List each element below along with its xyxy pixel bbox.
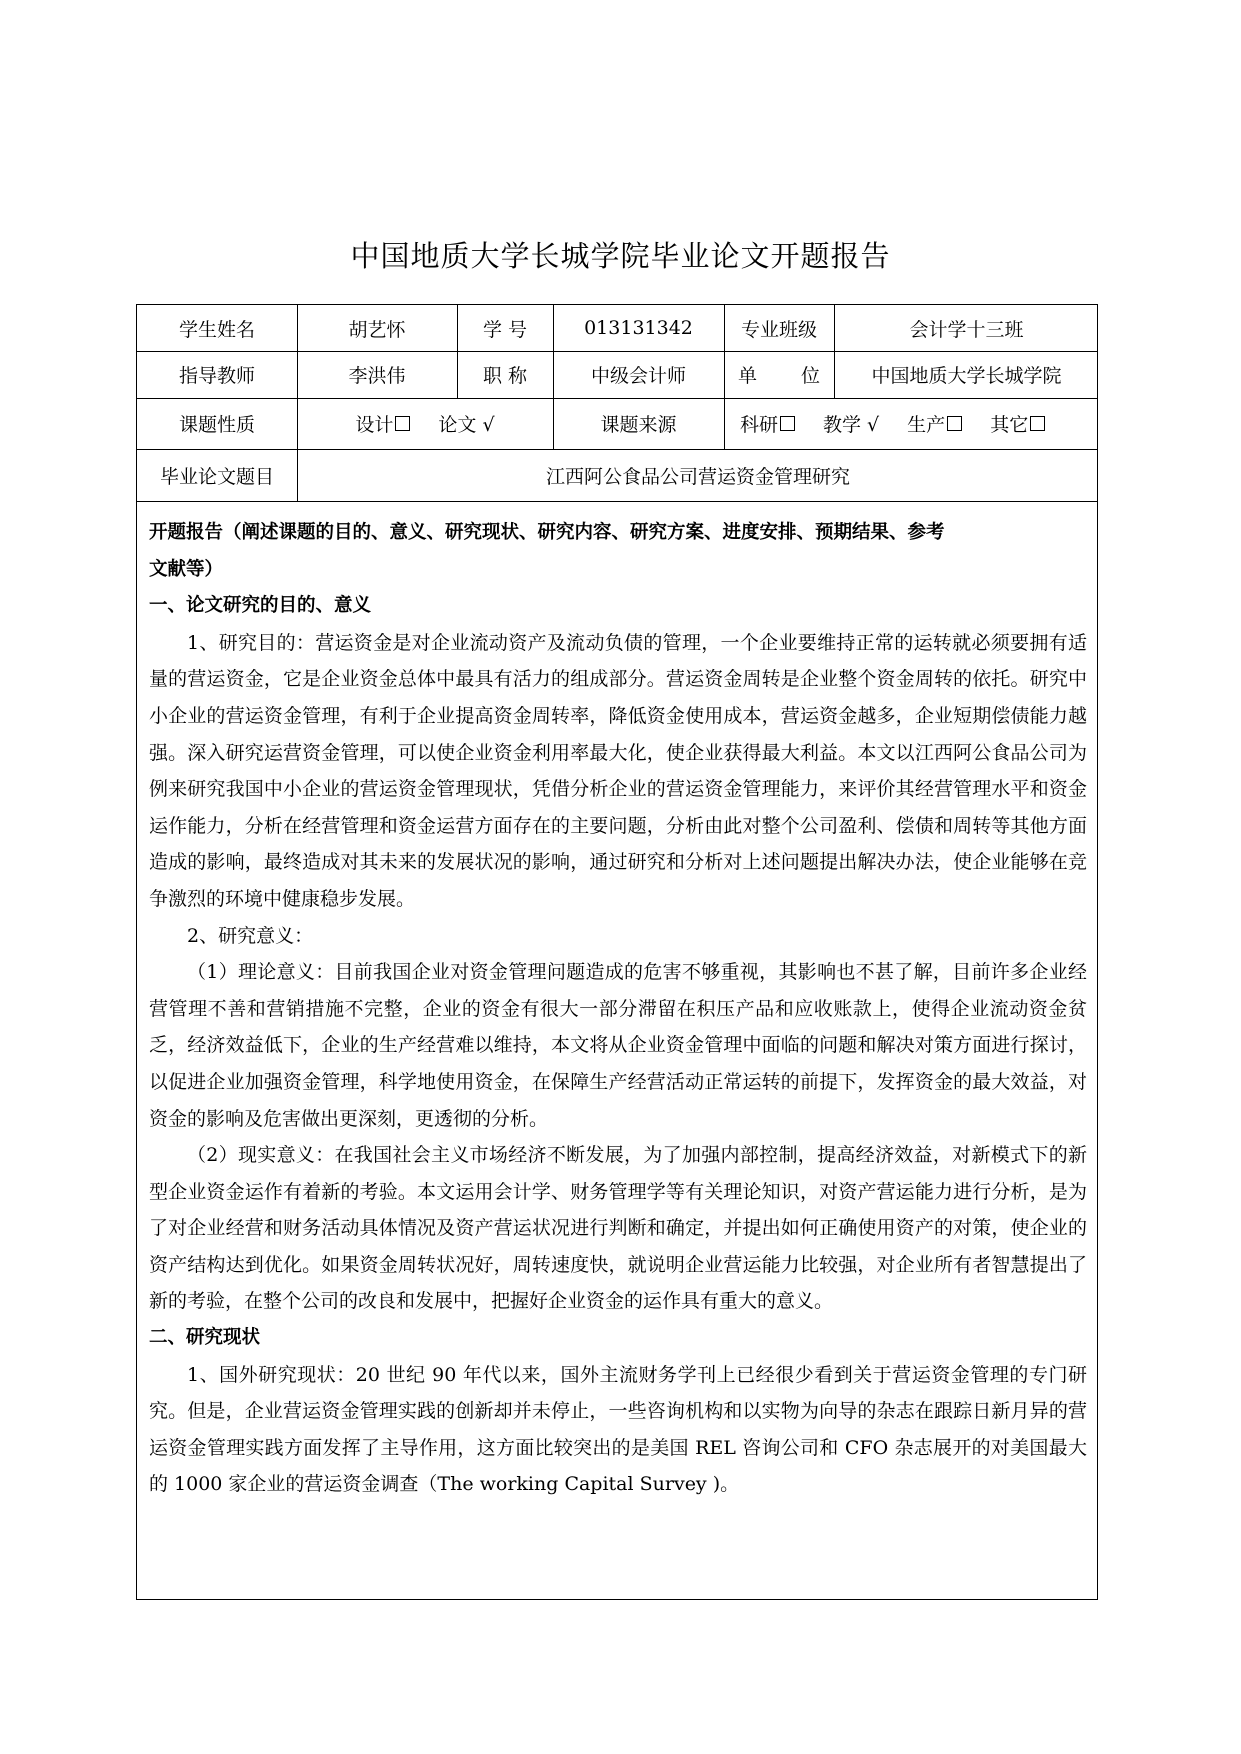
section-heading-status: 二、研究现状 [149, 1327, 261, 1349]
source-production-label: 生产 [907, 414, 946, 436]
paragraph-theoretical: （1）理论意义：目前我国企业对资金管理问题造成的危害不够重视，其影响也不甚了解，目前许多企业经营管理不善和营销措施不完整，企业的资金有很大一部分滞留在积压产品和应收账款上，使得企业流动资金贫乏，经济效益低下，企业的生产经营难以维持，本文将从企业资金管理中面临的问题和解决对策方面进行探讨，以促进企业加强资金管理，科学地使用资金，在保障生产经营活动正常运转的前提下，发挥资金的最大效益，对资金的影响及危害做出更深刻，更透彻的分析。 [149, 961, 1087, 1130]
source-research-label: 科研 [740, 414, 779, 436]
topic-source-label: 课题来源 [600, 414, 677, 436]
report-form [136, 304, 1098, 1600]
topic-nature-options [297, 398, 553, 449]
checkbox-icon [947, 416, 962, 431]
source-teaching-label: 教学 √ [823, 414, 880, 436]
title-rank-label: 职 称 [482, 365, 528, 387]
unit-label-part-2: 位 [800, 365, 820, 387]
advisor-label: 指导教师 [178, 365, 255, 387]
student-id-label: 学 号 [482, 318, 528, 341]
student-name-label: 学生姓名 [178, 318, 255, 341]
report-heading-line-2: 文献等） [149, 558, 224, 580]
nature-thesis-label: 论文 √ [438, 414, 495, 436]
thesis-topic-label: 毕业论文题目 [159, 465, 274, 488]
report-heading-line-1: 开题报告（阐述课题的目的、意义、研究现状、研究内容、研究方案、进度安排、预期结果、参考 [149, 522, 945, 543]
checkbox-icon [780, 416, 795, 431]
student-name: 胡艺怀 [348, 318, 406, 341]
class-value: 会计学十三班 [909, 318, 1024, 341]
topic-source-options [724, 398, 1099, 449]
paragraph-significance-heading: 2、研究意义： [187, 924, 314, 947]
unit-value: 中国地质大学长城学院 [871, 365, 1062, 387]
page-title: 中国地质大学长城学院毕业论文开题报告 [350, 239, 891, 273]
nature-design-label: 设计 [355, 414, 394, 436]
unit-label-part-1: 单 [738, 365, 758, 387]
thesis-topic: 江西阿公食品公司营运资金管理研究 [545, 465, 850, 488]
checkbox-icon [1030, 416, 1045, 431]
paragraph-purpose: 1、研究目的：营运资金是对企业流动资产及流动负债的管理，一个企业要维持正常的运转就必须要拥有适量的营运资金，它是企业资金总体中最具有活力的组成部分。营运资金周转是企业整个资金周转的依托。研究中小企业的营运资金管理，有利于企业提高资金周转率，降低资金使用成本，营运资金越多，企业短期偿债能力越强。深入研究运营资金管理，可以使企业资金利用率最大化，使企业获得最大利益。本文以江西阿公食品公司为例来研究我国中小企业的营运资金管理现状，凭借分析企业的营运资金管理能力，来评价其经营管理水平和资金运作能力，分析在经营管理和资金运营方面存在的主要问题，分析由此对整个公司盈利、偿债和周转等其他方面造成的影响，最终造成对其未来的发展状况的影响，通过研究和分析对上述问题提出解决办法，使企业能够在竞争激烈的环境中健康稳步发展。 [149, 631, 1087, 910]
row-divider [137, 501, 1097, 502]
section-heading-purpose: 一、论文研究的目的、意义 [149, 595, 372, 617]
checkbox-icon [395, 416, 410, 431]
report-body [149, 515, 1087, 1503]
advisor-name: 李洪伟 [348, 365, 406, 387]
title-rank: 中级会计师 [590, 365, 686, 387]
student-id: 013131342 [584, 317, 693, 339]
source-other-label: 其它 [990, 414, 1029, 436]
paragraph-practical: （2）现实意义：在我国社会主义市场经济不断发展，为了加强内部控制，提高经济效益，对新模式下的新型企业资金运作有着新的考验。本文运用会计学、财务管理学等有关理论知识，对资产营运能力进行分析，是为了对企业经营和财务活动具体情况及资产营运状况进行判断和确定，并提出如何正确使用资产的对策，使企业的资产结构达到优化。如果资金周转状况好，周转速度快，就说明企业营运能力比较强，对企业所有者智慧提出了新的考验，在整个公司的改良和发展中，把握好企业资金的运作具有重大的意义。 [149, 1144, 1087, 1313]
class-label: 专业班级 [740, 318, 817, 341]
paragraph-foreign-status: 1、国外研究现状：20 世纪 90 年代以来，国外主流财务学刊上已经很少看到关于营运资金管理的专门研究。但是，企业营运资金管理实践的创新却并未停止，一些咨询机构和以实物为向导的杂志在跟踪日新月异的营运资金管理实践方面发挥了主导作用，这方面比较突出的是美国 REL 咨询公司和 CFO 杂志展开的对美国最大的 1000 家企业的营运资金调查（The working Capital Survey )。 [149, 1363, 1087, 1496]
topic-nature-label: 课题性质 [178, 414, 255, 436]
unit-label [724, 351, 834, 398]
